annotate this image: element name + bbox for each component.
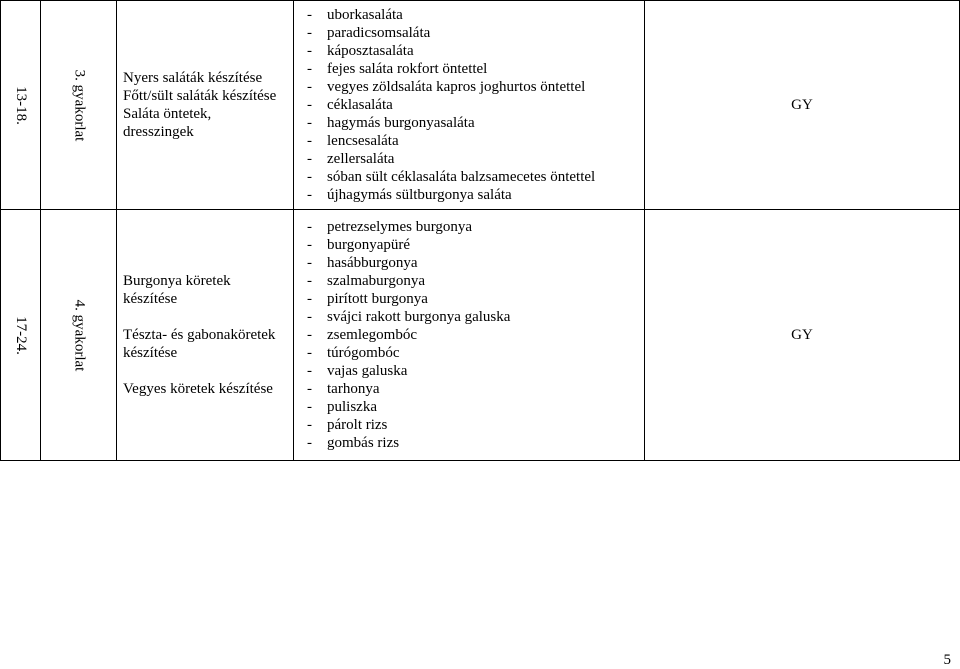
list-item: - céklasaláta bbox=[307, 97, 393, 113]
items-cell bbox=[294, 210, 645, 461]
list-item: - tarhonya bbox=[307, 381, 380, 397]
items-list bbox=[307, 218, 644, 452]
topic-line: dresszingek bbox=[123, 124, 194, 140]
list-item: - pirított burgonya bbox=[307, 291, 428, 307]
list-item: - zsemlegombóc bbox=[307, 327, 417, 343]
list-item: - petrezselymes burgonya bbox=[307, 219, 473, 235]
dash: - bbox=[307, 115, 312, 131]
dash: - bbox=[307, 237, 312, 253]
list-item: - hagymás burgonyasaláta bbox=[307, 115, 475, 131]
hours-label: 13-18. bbox=[13, 85, 29, 125]
practice-cell bbox=[41, 1, 117, 210]
list-item: - szalmaburgonya bbox=[307, 273, 426, 289]
dash: - bbox=[307, 7, 312, 23]
practice-label: 4. gyakorlat bbox=[71, 299, 87, 371]
dash: - bbox=[307, 345, 312, 361]
topic-line: Vegyes köretek készítése bbox=[123, 381, 273, 397]
dash: - bbox=[307, 273, 312, 289]
list-item: - burgonyapüré bbox=[307, 237, 411, 253]
page-number: 5 bbox=[943, 652, 951, 668]
list-item: - fejes saláta rokfort öntettel bbox=[307, 61, 488, 77]
topic-line: Tészta- és gabonaköretek bbox=[123, 327, 276, 343]
dash: - bbox=[307, 309, 312, 325]
topic-cell bbox=[117, 210, 294, 461]
hours-label: 17-24. bbox=[13, 315, 29, 355]
dash: - bbox=[307, 25, 312, 41]
form-label: GY bbox=[791, 326, 813, 343]
dash: - bbox=[307, 43, 312, 59]
list-item: - paradicsomsaláta bbox=[307, 25, 431, 41]
dash: - bbox=[307, 79, 312, 95]
topic-cell bbox=[117, 1, 294, 210]
list-item: - túrógombóc bbox=[307, 345, 400, 361]
hours-cell bbox=[1, 1, 41, 210]
topic-line: Főtt/sült saláták készítése bbox=[123, 88, 277, 104]
items-cell bbox=[294, 1, 645, 210]
dash: - bbox=[307, 169, 312, 185]
table-row bbox=[1, 1, 960, 210]
dash: - bbox=[307, 291, 312, 307]
list-item: - puliszka bbox=[307, 399, 377, 415]
dash: - bbox=[307, 151, 312, 167]
list-item: - sóban sült céklasaláta balzsamecetes öntettel bbox=[307, 169, 596, 185]
dash: - bbox=[307, 97, 312, 113]
dash: - bbox=[307, 381, 312, 397]
table-row bbox=[1, 210, 960, 461]
list-item: - gombás rizs bbox=[307, 435, 400, 451]
topic-line: Burgonya köretek bbox=[123, 273, 231, 289]
list-item: - újhagymás sültburgonya saláta bbox=[307, 187, 512, 203]
topic-line: készítése bbox=[123, 345, 178, 361]
dash: - bbox=[307, 417, 312, 433]
list-item: - vegyes zöldsaláta kapros joghurtos öntettel bbox=[307, 79, 586, 95]
practice-label: 3. gyakorlat bbox=[71, 69, 87, 141]
list-item: - káposztasaláta bbox=[307, 43, 414, 59]
hours-cell bbox=[1, 210, 41, 461]
list-item: - vajas galuska bbox=[307, 363, 408, 379]
list-item: - svájci rakott burgonya galuska bbox=[307, 309, 511, 325]
items-list bbox=[307, 6, 644, 204]
dash: - bbox=[307, 133, 312, 149]
dash: - bbox=[307, 399, 312, 415]
practice-cell bbox=[41, 210, 117, 461]
dash: - bbox=[307, 219, 312, 235]
list-item: - lencsesaláta bbox=[307, 133, 399, 149]
dash: - bbox=[307, 435, 312, 451]
list-item: - uborkasaláta bbox=[307, 7, 403, 23]
list-item: - párolt rizs bbox=[307, 417, 388, 433]
dash: - bbox=[307, 61, 312, 77]
topic-line: Saláta öntetek, bbox=[123, 106, 212, 122]
dash: - bbox=[307, 327, 312, 343]
dash: - bbox=[307, 363, 312, 379]
topic-line: Nyers saláták készítése bbox=[123, 70, 263, 86]
list-item: - hasábburgonya bbox=[307, 255, 418, 271]
form-cell bbox=[645, 210, 960, 461]
dash: - bbox=[307, 187, 312, 203]
list-item: - zellersaláta bbox=[307, 151, 395, 167]
form-cell bbox=[645, 1, 960, 210]
form-label: GY bbox=[791, 96, 813, 113]
dash: - bbox=[307, 255, 312, 271]
topic-line: készítése bbox=[123, 291, 178, 307]
